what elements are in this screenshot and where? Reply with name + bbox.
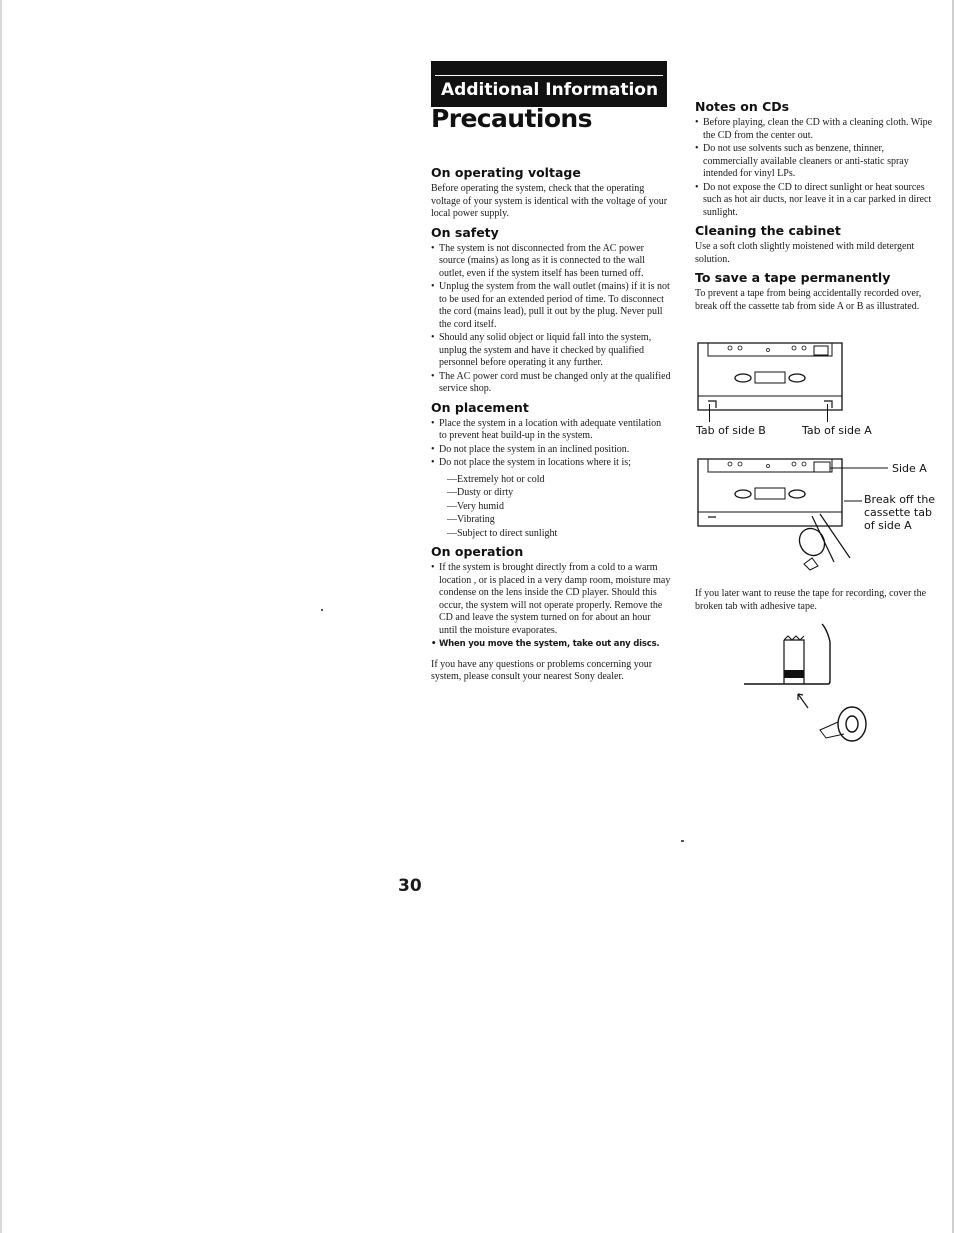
break-tab-label: cassette tab <box>864 506 932 519</box>
list-item: — Extremely hot or cold <box>439 474 671 487</box>
side-a-label: Side A <box>892 462 927 475</box>
section-heading: Notes on CDs <box>695 99 790 114</box>
closing-paragraph: If you have any questions or problems concerning your system, please consult your nearest Sony dealer. <box>431 658 653 682</box>
section-cleaning-cabinet <box>695 223 940 266</box>
list-item: • If the system is brought directly from a cold to a warm location , or is placed in a very damp room, moisture may condense on the lens inside the CD player. Should this occur, the system will not operate properly. Remove the CD and leave the system turned on for about an hour until the moisture evaporates. <box>431 562 671 637</box>
section-heading: To save a tape permanently <box>695 270 891 285</box>
section-safety <box>431 225 671 396</box>
tab-side-b-label: Tab of side B <box>696 424 766 437</box>
section-save-tape <box>695 270 940 313</box>
list-item: • Before playing, clean the CD with a cleaning cloth. Wipe the CD from the center out. <box>695 117 940 142</box>
list-item: • Unplug the system from the wall outlet (mains) if it is not to be used for an extended period of time. To disconnect the cord (mains lead), pull it out by the plug. Never pull the cord itself. <box>431 281 671 331</box>
section-placement <box>431 400 671 541</box>
section-heading: On placement <box>431 399 529 415</box>
list-item: • Place the system in a location with adequate ventilation to prevent heat build-up in the system. <box>431 418 671 443</box>
paragraph: Before operating the system, check that the operating voltage of your system is identical with the voltage of your local power supply. <box>431 183 668 219</box>
page-title: Precautions <box>431 104 592 133</box>
section-operating-voltage <box>431 165 671 221</box>
section-operation <box>431 544 671 684</box>
list-item: • The system is not disconnected from the AC power source (mains) as long as it is connected to the wall outlet, even if the system itself has been turned off. <box>431 243 671 281</box>
list-item: — Dusty or dirty <box>439 487 671 500</box>
section-heading: On operation <box>431 544 524 559</box>
scan-speck <box>681 840 684 842</box>
paragraph: To prevent a tape from being accidentally recorded over, break off the cassette tab from side A or B as illustrated. <box>695 288 922 312</box>
bullet-list <box>431 418 671 470</box>
section-banner <box>431 61 667 107</box>
page-number: 30 <box>398 876 422 896</box>
break-tab-label: Break off the <box>864 493 936 506</box>
leader-line <box>827 404 828 422</box>
cassette-tabs-figure <box>694 338 854 414</box>
paragraph: Use a soft cloth slightly moistened with mild detergent solution. <box>695 241 915 265</box>
list-item: • Do not use solvents such as benzene, thinner, commercially available cleaners or anti-static spray intended for vinyl LPs. <box>695 143 940 181</box>
cassette-outline <box>698 343 842 410</box>
scan-speck <box>321 609 323 611</box>
left-column <box>431 165 671 688</box>
list-item: • Do not place the system in locations where it is; <box>431 457 671 470</box>
condition-list <box>439 474 671 541</box>
banner-label: Additional Information <box>435 75 663 102</box>
bold-note: • When you move the system, take out any discs. <box>431 638 671 651</box>
break-tab-label: of side A <box>864 519 912 532</box>
bullet-list <box>431 562 671 651</box>
reuse-paragraph: If you later want to reuse the tape for recording, cover the broken tab with adhesive tape. <box>695 588 927 612</box>
scan-edge <box>0 0 2 1233</box>
leader-line <box>709 404 710 422</box>
list-item: • Should any solid object or liquid fall into the system, unplug the system and have it checked by qualified personnel before operating it any further. <box>431 332 671 370</box>
right-column <box>695 99 940 317</box>
section-heading: Cleaning the cabinet <box>695 223 841 238</box>
list-item: • Do not place the system in an inclined position. <box>431 444 671 457</box>
section-heading: On operating voltage <box>431 165 581 180</box>
list-item: — Very humid <box>439 501 671 514</box>
list-item: — Vibrating <box>439 514 671 527</box>
bullet-list <box>431 243 671 396</box>
tab-side-a-label: Tab of side A <box>802 424 872 437</box>
bullet-list <box>695 117 940 219</box>
list-item: • The AC power cord must be changed only at the qualified service shop. <box>431 371 671 396</box>
list-item: • Do not expose the CD to direct sunlight or heat sources such as hot air ducts, nor leave it in a car parked in direct sunlight. <box>695 182 940 220</box>
section-heading: On safety <box>431 224 499 240</box>
section-notes-on-cds <box>695 99 940 219</box>
list-item: — Subject to direct sunlight <box>439 528 671 541</box>
adhesive-tape-figure <box>740 622 880 750</box>
